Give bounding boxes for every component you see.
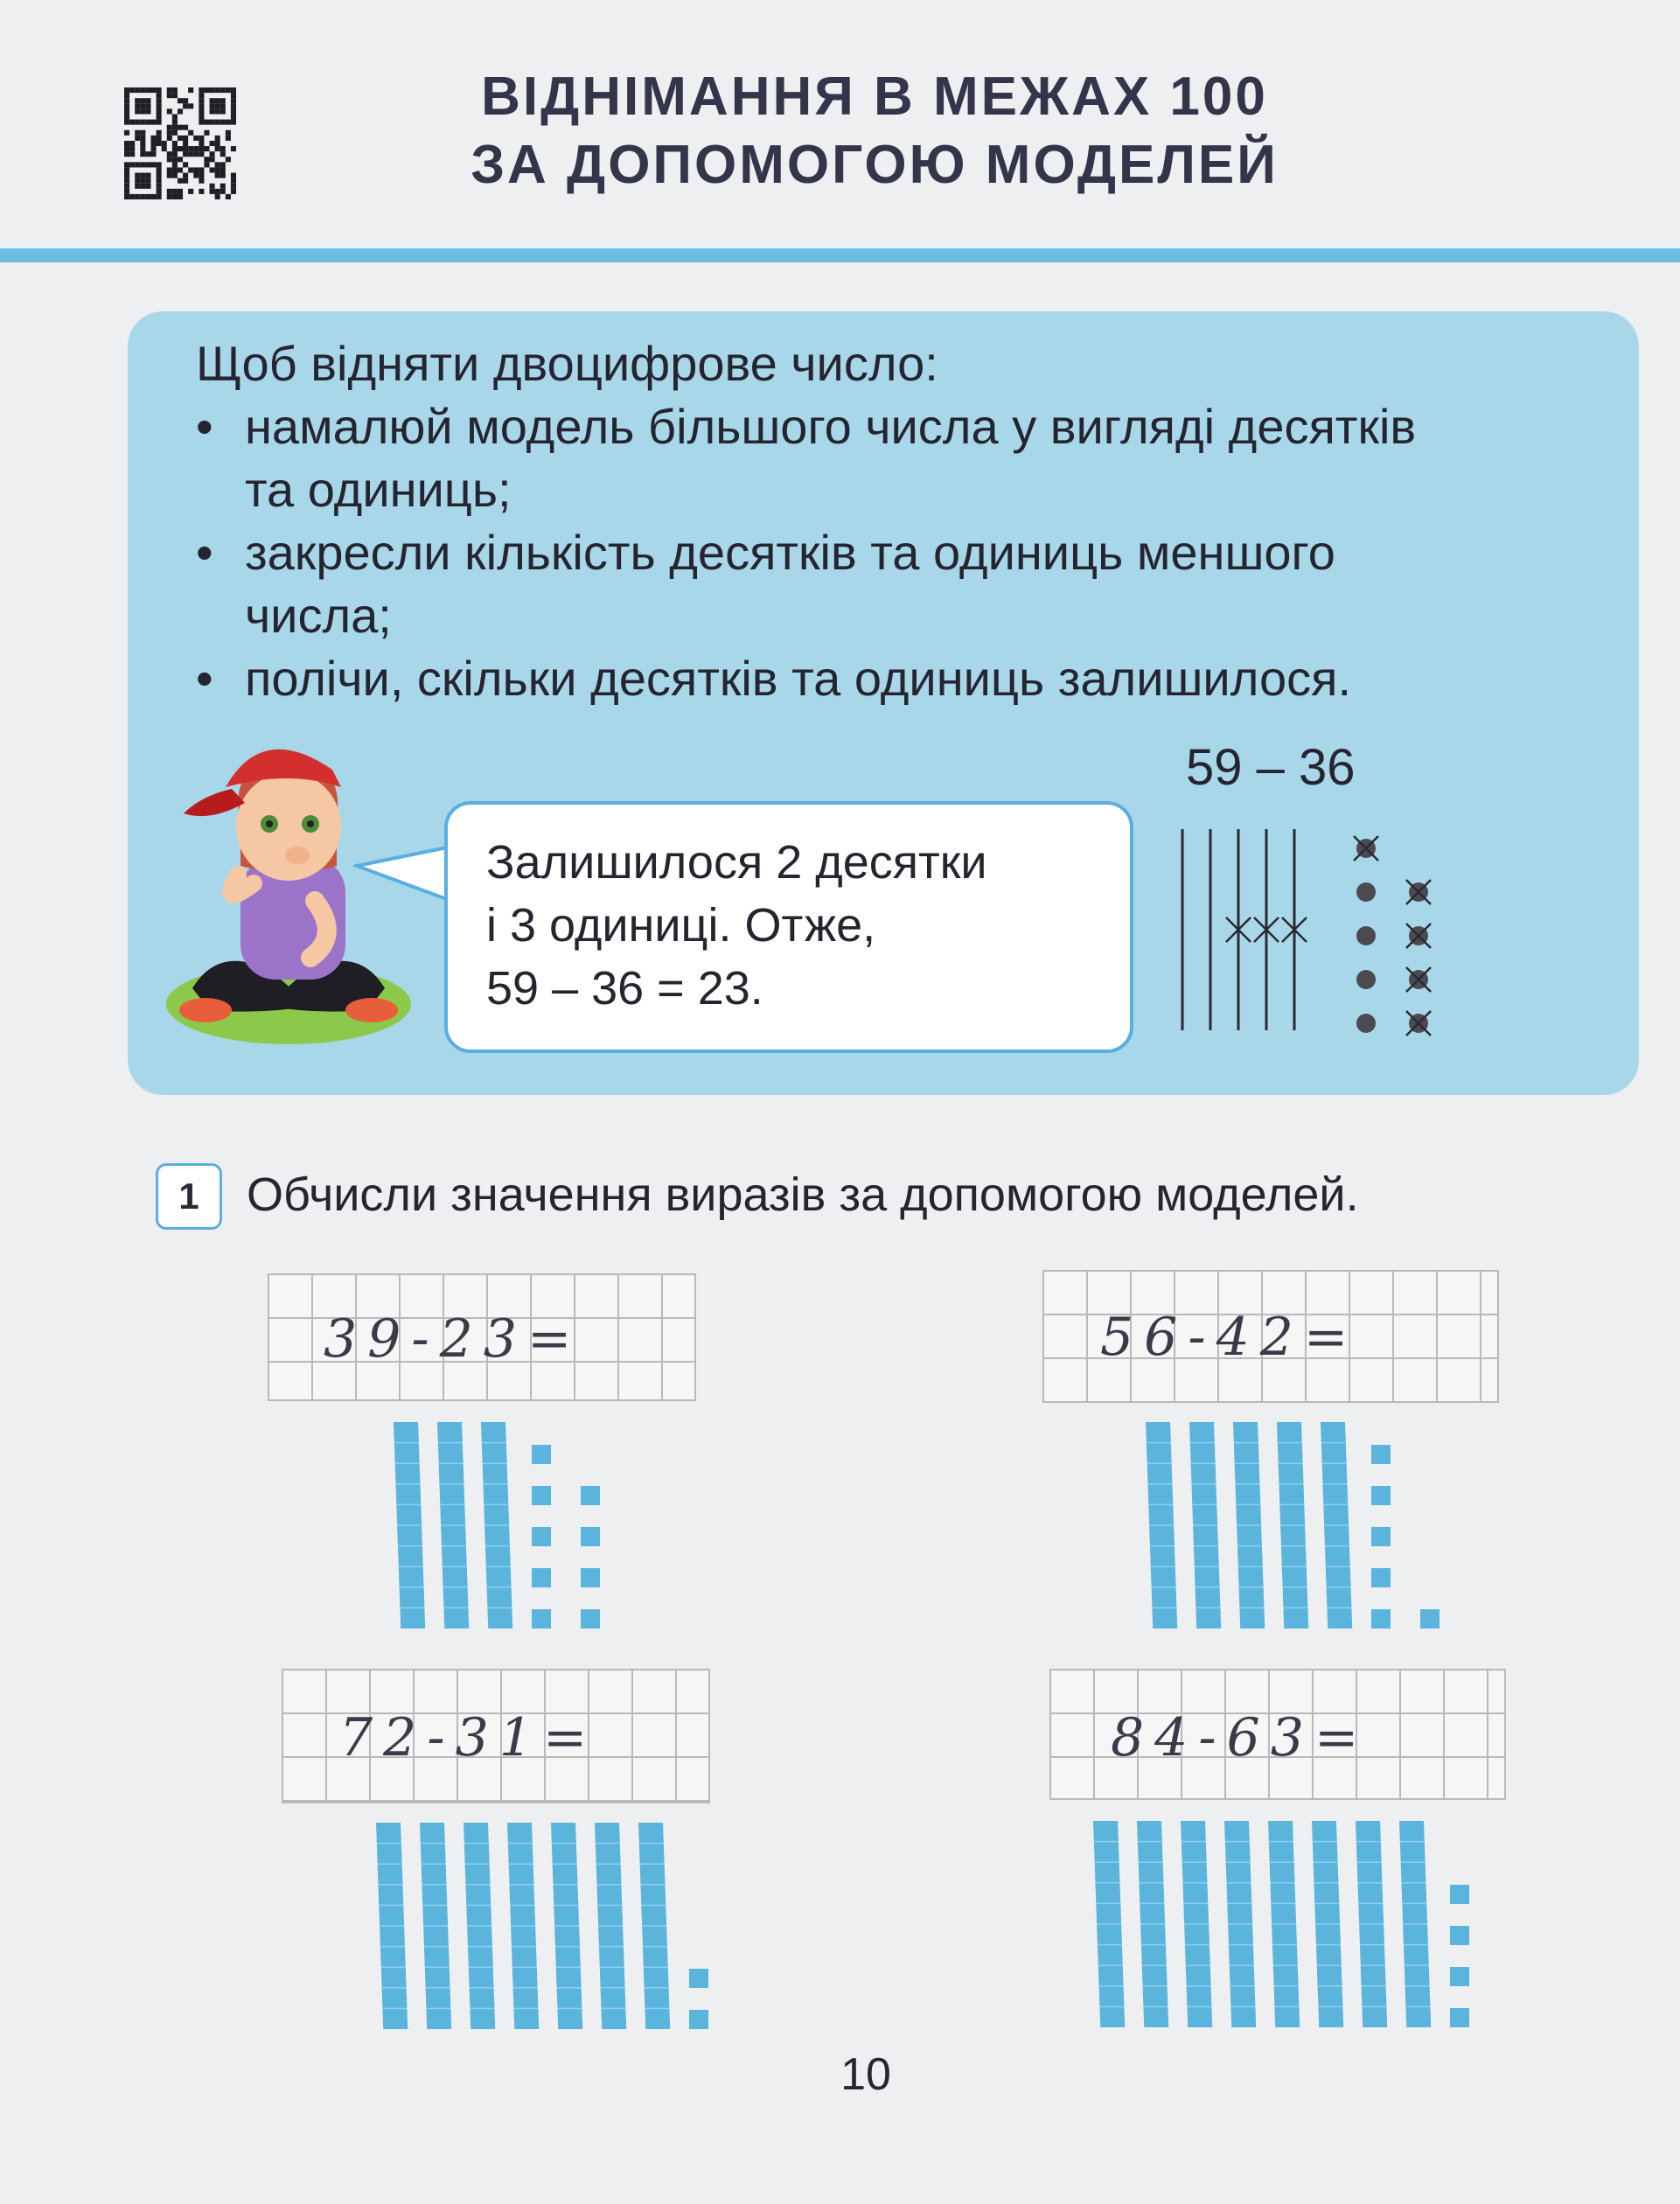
- bubble-line-2: і 3 одиниці. Отже,: [486, 899, 876, 952]
- qr-code-icon: [124, 87, 236, 199]
- ten-rod: [437, 1422, 469, 1629]
- bubble-line-3: 59 – 36 = 23.: [486, 962, 763, 1015]
- unit-cube: [1420, 1609, 1440, 1629]
- unit-cube: [1371, 1609, 1391, 1629]
- unit-cube: [689, 2010, 708, 2029]
- ten-rod: [464, 1823, 495, 2029]
- unit-dot: [1356, 882, 1376, 902]
- unit-cube: [532, 1445, 551, 1464]
- rule-intro: Щоб відняти двоцифрове число:: [196, 336, 938, 391]
- unit-dot: [1356, 970, 1376, 989]
- unit-cube: [581, 1527, 600, 1546]
- unit-cube: [532, 1486, 551, 1505]
- ten-rod: [1312, 1821, 1343, 2027]
- unit-cube: [581, 1486, 600, 1505]
- example-expression: 59 – 36: [1186, 739, 1356, 796]
- ten-rod: [595, 1823, 626, 2029]
- model-svg: [376, 1817, 787, 2036]
- exercise-model: [394, 1417, 621, 1636]
- ten-rod: [507, 1823, 539, 2029]
- unit-cube: [1450, 1926, 1469, 1945]
- unit-cube: [532, 1609, 551, 1629]
- bullet-text: закресли кількість десятків та одиниць меншого: [245, 525, 1335, 580]
- page-number: 10: [840, 2049, 891, 2100]
- ten-rod: [1268, 1821, 1300, 2027]
- ten-rod: [1399, 1821, 1431, 2027]
- speech-bubble-tail: [353, 840, 451, 910]
- bullet-dot: •: [196, 651, 213, 706]
- unit-cube: [1450, 1967, 1469, 1986]
- exercise-model: [1093, 1816, 1495, 2034]
- exercise-expression: 84-63=: [1111, 1707, 1370, 1768]
- unit-cube: [1371, 1445, 1391, 1464]
- unit-cube: [1450, 2008, 1469, 2027]
- rule-bullet-3: [196, 647, 1595, 710]
- unit-cube: [1450, 1885, 1469, 1904]
- bullet-text-cont: та одиниць;: [245, 462, 512, 517]
- ten-rod: [1321, 1422, 1352, 1629]
- exercise-expression: 39-23=: [324, 1308, 582, 1370]
- ten-rod: [481, 1422, 512, 1629]
- bullet-text: полічи, скільки десятків та одиниць залишилося.: [245, 651, 1352, 706]
- unit-cube: [1371, 1527, 1391, 1546]
- title-line-2: ЗА ДОПОМОГОЮ МОДЕЛЕЙ: [471, 135, 1279, 195]
- ten-rod: [1356, 1821, 1387, 2027]
- exercise-expression: 72-31=: [339, 1707, 598, 1768]
- exercise-model: [376, 1817, 708, 2036]
- ten-rod: [1224, 1821, 1256, 2027]
- bullet-text: намалюй модель більшого числа у вигляді десятків: [245, 399, 1417, 454]
- model-svg: [1146, 1417, 1469, 1636]
- exercise-expression: 56-42=: [1100, 1307, 1359, 1368]
- ten-rod: [420, 1823, 451, 2029]
- unit-cube: [581, 1568, 600, 1587]
- unit-cube: [689, 1969, 708, 1988]
- unit-cube: [1371, 1486, 1391, 1505]
- rule-bullet-1: [196, 395, 1595, 517]
- example-tens-units-model: [1172, 822, 1452, 1041]
- bullet-text-cont: числа;: [245, 588, 392, 643]
- task-number: 1: [156, 1163, 222, 1230]
- unit-dot: [1356, 926, 1376, 945]
- ten-rod: [394, 1422, 425, 1629]
- ten-rod: [638, 1823, 670, 2029]
- bubble-line-1: Залишилося 2 десятки: [486, 836, 987, 889]
- model-svg: [394, 1417, 630, 1636]
- rule-bullet-2: [196, 521, 1595, 643]
- ten-rod: [1189, 1422, 1221, 1629]
- unit-cube: [1371, 1568, 1391, 1587]
- task-instruction: Обчисли значення виразів за допомогою моделей.: [247, 1168, 1359, 1221]
- unit-cube: [532, 1568, 551, 1587]
- ten-rod: [1181, 1821, 1212, 2027]
- bullet-dot: •: [196, 399, 213, 454]
- ten-rod: [1146, 1422, 1177, 1629]
- ten-rod: [1093, 1821, 1125, 2027]
- header-divider: [0, 248, 1680, 262]
- exercise-model: [1146, 1417, 1460, 1636]
- ten-rod: [1277, 1422, 1308, 1629]
- title-line-1: ВІДНІМАННЯ В МЕЖАХ 100: [481, 66, 1268, 127]
- ten-rod: [1137, 1821, 1168, 2027]
- unit-cube: [581, 1609, 600, 1629]
- bullet-dot: •: [196, 525, 213, 580]
- ten-rod: [376, 1823, 408, 2029]
- ten-rod: [551, 1823, 582, 2029]
- unit-cube: [532, 1527, 551, 1546]
- unit-dot: [1356, 1014, 1376, 1033]
- page-title: [262, 63, 1487, 199]
- model-svg: [1093, 1816, 1548, 2034]
- speech-bubble-text: [486, 831, 987, 1020]
- ten-rod: [1233, 1422, 1265, 1629]
